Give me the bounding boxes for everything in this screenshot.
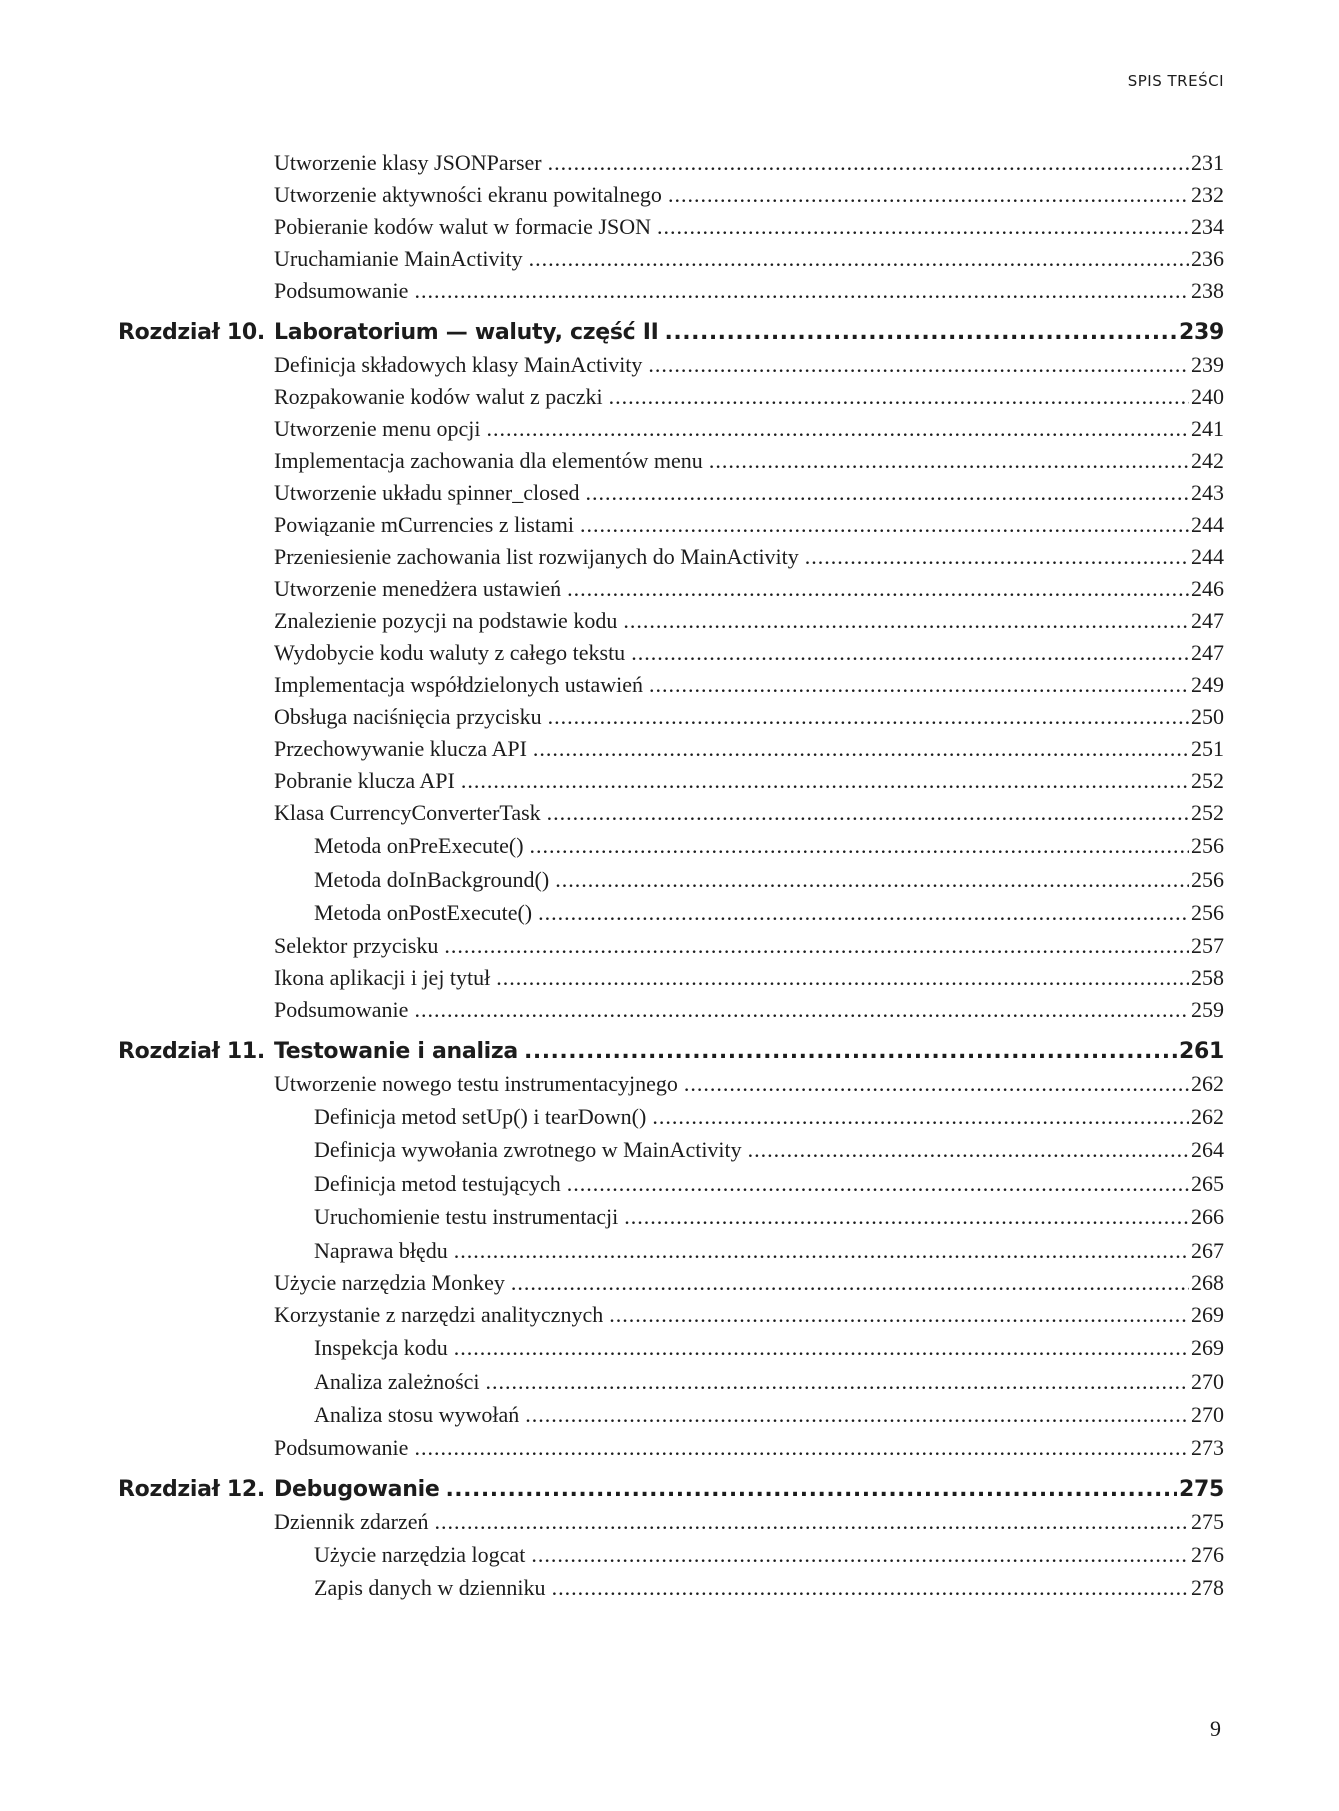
entry-title: Obsługa naciśnięcia przycisku	[274, 704, 542, 729]
toc-subsection-entry	[118, 896, 1224, 930]
toc-subsection-entry	[118, 1538, 1224, 1572]
entry-title: Implementacja zachowania dla elementów menu	[274, 448, 703, 473]
dot-leader	[709, 445, 1189, 477]
dot-leader	[547, 797, 1189, 829]
page-number: 9	[1210, 1716, 1221, 1741]
entry-title: Utworzenie klasy JSONParser	[274, 150, 542, 175]
dot-leader	[657, 211, 1189, 243]
entry-title: Pobranie klucza API	[274, 768, 455, 793]
dot-leader	[454, 1331, 1189, 1365]
dot-leader	[435, 1506, 1189, 1538]
dot-leader	[444, 930, 1189, 962]
entry-page-number: 275	[1191, 1508, 1224, 1534]
toc-section-entry	[118, 797, 1224, 829]
entry-page-number: 244	[1191, 512, 1224, 537]
entry-page-number: 241	[1191, 416, 1224, 441]
dot-leader	[496, 962, 1189, 994]
entry-title: Utworzenie menu opcji	[274, 416, 481, 441]
toc-section-entry	[118, 701, 1224, 733]
entry-page-number: 275	[1178, 1476, 1224, 1502]
dot-leader	[624, 1200, 1189, 1234]
toc-section-entry	[118, 179, 1224, 211]
entry-page-number: 269	[1191, 1302, 1224, 1327]
dot-leader	[533, 733, 1189, 765]
toc-section-entry	[118, 637, 1224, 669]
entry-page-number: 262	[1191, 1103, 1224, 1129]
toc-section-entry	[118, 733, 1224, 765]
dot-leader	[461, 765, 1189, 797]
dot-leader	[414, 1432, 1189, 1464]
dot-leader	[648, 349, 1189, 381]
toc-section-entry	[118, 349, 1224, 381]
dot-leader	[414, 994, 1189, 1026]
entry-title: Definicja metod setUp() i tearDown()	[314, 1103, 647, 1129]
dot-leader	[668, 179, 1189, 211]
table-of-contents	[118, 147, 1224, 1605]
entry-title: Analiza stosu wywołań	[314, 1402, 520, 1427]
toc-section-entry	[118, 381, 1224, 413]
entry-page-number: 265	[1191, 1170, 1224, 1196]
entry-title: Analiza zależności	[314, 1368, 480, 1394]
toc-section-entry	[118, 930, 1224, 962]
entry-title: Uruchamianie MainActivity	[274, 246, 523, 271]
dot-leader	[805, 541, 1189, 573]
toc-section-entry	[118, 413, 1224, 445]
toc-section-entry	[118, 669, 1224, 701]
entry-title: Selektor przycisku	[274, 932, 439, 958]
dot-leader	[609, 381, 1189, 413]
entry-page-number: 243	[1191, 480, 1224, 505]
toc-section-entry	[118, 994, 1224, 1026]
entry-title: Metoda doInBackground()	[314, 866, 550, 892]
entry-title: Rozpakowanie kodów walut z paczki	[274, 384, 603, 409]
dot-leader	[548, 701, 1189, 733]
toc-section-entry	[118, 1267, 1224, 1299]
entry-page-number: 270	[1191, 1368, 1224, 1394]
dot-leader	[748, 1133, 1189, 1167]
toc-section-entry	[118, 211, 1224, 243]
entry-page-number: 244	[1191, 544, 1224, 569]
entry-title: Utworzenie układu spinner_closed	[274, 480, 580, 505]
entry-title: Utworzenie menedżera ustawień	[274, 576, 562, 601]
dot-leader	[548, 147, 1189, 179]
toc-subsection-entry	[118, 863, 1224, 897]
entry-page-number: 242	[1191, 448, 1224, 473]
toc-subsection-entry	[118, 1331, 1224, 1365]
dot-leader	[445, 1474, 1177, 1506]
entry-title: Utworzenie aktywności ekranu powitalnego	[274, 182, 662, 207]
entry-title: Przechowywanie klucza API	[274, 736, 527, 761]
toc-subsection-entry	[118, 1200, 1224, 1234]
entry-page-number: 278	[1191, 1575, 1224, 1600]
dot-leader	[555, 863, 1189, 897]
entry-page-number: 270	[1191, 1402, 1224, 1427]
entry-page-number: 231	[1191, 150, 1224, 175]
toc-section-entry	[118, 605, 1224, 637]
entry-title: Podsumowanie	[274, 1434, 409, 1460]
entry-page-number: 257	[1191, 932, 1224, 958]
entry-title: Laboratorium — waluty, część II	[274, 320, 659, 345]
toc-section-entry	[118, 962, 1224, 994]
chapter-label: Rozdział 10.	[118, 320, 265, 345]
entry-page-number: 251	[1191, 736, 1224, 761]
toc-subsection-entry	[118, 1398, 1224, 1432]
toc-section-entry	[118, 243, 1224, 275]
chapter-label: Rozdział 11.	[118, 1038, 265, 1064]
entry-title: Podsumowanie	[274, 278, 409, 303]
entry-title: Użycie narzędzia Monkey	[274, 1270, 505, 1295]
entry-title: Zapis danych w dzienniku	[314, 1575, 546, 1600]
dot-leader	[684, 1068, 1189, 1100]
dot-leader	[652, 1100, 1189, 1134]
entry-page-number: 262	[1191, 1070, 1224, 1096]
entry-title: Przeniesienie zachowania list rozwijanych do MainActivity	[274, 544, 799, 569]
toc-section-entry	[118, 445, 1224, 477]
entry-title: Dziennik zdarzeń	[274, 1508, 429, 1534]
entry-title: Definicja wywołania zwrotnego w MainActivity	[314, 1137, 742, 1162]
entry-title: Naprawa błędu	[314, 1237, 448, 1263]
entry-title: Definicja składowych klasy MainActivity	[274, 352, 643, 377]
dot-leader	[567, 573, 1189, 605]
toc-chapter-entry	[118, 1474, 1224, 1506]
dot-leader	[552, 1571, 1189, 1605]
entry-title: Powiązanie mCurrencies z listami	[274, 512, 574, 537]
toc-subsection-entry	[118, 1234, 1224, 1268]
dot-leader	[580, 509, 1189, 541]
toc-section-entry	[118, 147, 1224, 179]
toc-subsection-entry	[118, 1133, 1224, 1167]
entry-title: Debugowanie	[274, 1476, 440, 1502]
entry-page-number: 267	[1191, 1237, 1224, 1263]
entry-page-number: 247	[1191, 640, 1224, 665]
dot-leader	[649, 669, 1189, 701]
toc-subsection-entry	[118, 1365, 1224, 1399]
entry-page-number: 256	[1191, 900, 1224, 925]
entry-page-number: 238	[1191, 278, 1224, 303]
toc-section-entry	[118, 509, 1224, 541]
entry-page-number: 250	[1191, 704, 1224, 729]
entry-title: Implementacja współdzielonych ustawień	[274, 672, 643, 697]
entry-page-number: 256	[1191, 866, 1224, 892]
entry-title: Metoda onPreExecute()	[314, 833, 524, 858]
entry-title: Ikona aplikacji i jej tytuł	[274, 964, 491, 990]
toc-section-entry	[118, 1068, 1224, 1100]
entry-title: Testowanie i analiza	[274, 1038, 518, 1064]
entry-page-number: 264	[1191, 1137, 1224, 1162]
dot-leader	[631, 637, 1189, 669]
entry-title: Inspekcja kodu	[314, 1335, 448, 1360]
dot-leader	[486, 1365, 1189, 1399]
entry-page-number: 234	[1191, 214, 1224, 239]
entry-page-number: 239	[1191, 352, 1224, 377]
entry-page-number: 276	[1191, 1541, 1224, 1567]
dot-leader	[538, 896, 1189, 930]
dot-leader	[530, 829, 1189, 863]
toc-section-entry	[118, 1299, 1224, 1331]
dot-leader	[609, 1299, 1189, 1331]
entry-page-number: 258	[1191, 964, 1224, 990]
entry-page-number: 236	[1191, 246, 1224, 271]
dot-leader	[585, 477, 1189, 509]
toc-section-entry	[118, 275, 1224, 307]
entry-page-number: 268	[1191, 1270, 1224, 1295]
dot-leader	[487, 413, 1190, 445]
dot-leader	[531, 1538, 1189, 1572]
toc-subsection-entry	[118, 1100, 1224, 1134]
entry-title: Pobieranie kodów walut w formacie JSON	[274, 214, 651, 239]
running-header: SPIS TREŚCI	[1127, 72, 1224, 90]
entry-page-number: 240	[1191, 384, 1224, 409]
dot-leader	[525, 1398, 1189, 1432]
entry-title: Znalezienie pozycji na podstawie kodu	[274, 608, 618, 633]
toc-subsection-entry	[118, 1167, 1224, 1201]
toc-chapter-entry	[118, 317, 1224, 349]
entry-title: Podsumowanie	[274, 996, 409, 1022]
toc-section-entry	[118, 1432, 1224, 1464]
toc-section-entry	[118, 765, 1224, 797]
dot-leader	[414, 275, 1189, 307]
dot-leader	[454, 1234, 1189, 1268]
toc-section-entry	[118, 573, 1224, 605]
entry-title: Klasa CurrencyConverterTask	[274, 800, 541, 825]
entry-title: Korzystanie z narzędzi analitycznych	[274, 1302, 604, 1327]
entry-title: Definicja metod testujących	[314, 1170, 561, 1196]
dot-leader	[524, 1036, 1177, 1068]
entry-page-number: 232	[1191, 182, 1224, 207]
chapter-label: Rozdział 12.	[118, 1476, 265, 1502]
entry-title: Użycie narzędzia logcat	[314, 1541, 526, 1567]
entry-title: Metoda onPostExecute()	[314, 900, 533, 925]
toc-chapter-entry	[118, 1036, 1224, 1068]
entry-page-number: 259	[1191, 996, 1224, 1022]
dot-leader	[511, 1267, 1189, 1299]
entry-page-number: 252	[1191, 768, 1224, 793]
entry-title: Wydobycie kodu waluty z całego tekstu	[274, 640, 626, 665]
entry-page-number: 266	[1191, 1204, 1224, 1229]
dot-leader	[529, 243, 1189, 275]
toc-section-entry	[118, 1506, 1224, 1538]
toc-section-entry	[118, 541, 1224, 573]
entry-title: Utworzenie nowego testu instrumentacyjnego	[274, 1070, 678, 1096]
entry-page-number: 246	[1191, 576, 1224, 601]
entry-page-number: 256	[1191, 833, 1224, 858]
entry-page-number: 239	[1178, 320, 1224, 345]
entry-page-number: 261	[1178, 1038, 1224, 1064]
toc-section-entry	[118, 477, 1224, 509]
dot-leader	[623, 605, 1189, 637]
entry-page-number: 252	[1191, 800, 1224, 825]
entry-page-number: 273	[1191, 1434, 1224, 1460]
toc-subsection-entry	[118, 829, 1224, 863]
toc-subsection-entry	[118, 1571, 1224, 1605]
entry-page-number: 247	[1191, 608, 1224, 633]
entry-title: Uruchomienie testu instrumentacji	[314, 1204, 619, 1229]
entry-page-number: 269	[1191, 1335, 1224, 1360]
entry-page-number: 249	[1191, 672, 1224, 697]
dot-leader	[567, 1167, 1189, 1201]
dot-leader	[665, 317, 1177, 349]
